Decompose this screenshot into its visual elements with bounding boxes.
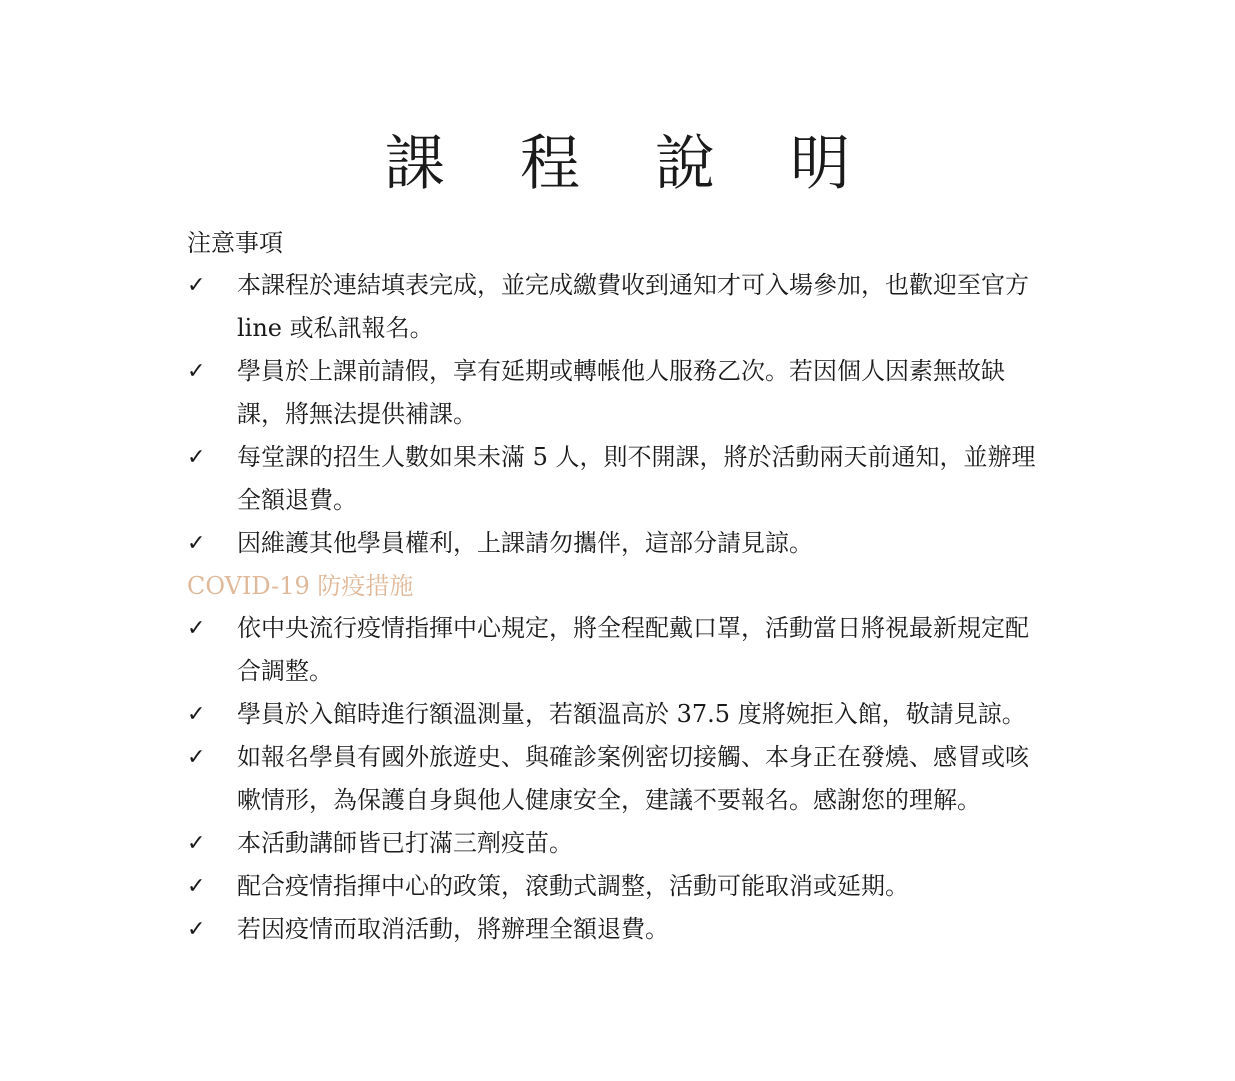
list-item-text: 若因疫情而取消活動，將辦理全額退費。 <box>237 915 669 943</box>
list-item <box>187 607 1039 693</box>
list-item-text: 如報名學員有國外旅遊史、與確診案例密切接觸、本身正在發燒、感冒或咳嗽情形，為保護自身與他人健康安全，建議不要報名。感謝您的理解。 <box>237 743 1029 814</box>
check-icon: ✓ <box>187 702 206 727</box>
list-item-text: 依中央流行疫情指揮中心規定，將全程配戴口罩，活動當日將視最新規定配合調整。 <box>237 614 1029 685</box>
list-item <box>187 822 1039 865</box>
list-item <box>187 693 1039 736</box>
list-item <box>187 908 1039 951</box>
notice-list <box>187 264 1057 565</box>
list-item-text: 每堂課的招生人數如果未滿 5 人，則不開課，將於活動兩天前通知，並辦理全額退費。 <box>237 443 1036 514</box>
list-item <box>187 736 1039 822</box>
list-item <box>187 350 1039 436</box>
list-item <box>187 436 1039 522</box>
page-title: 課 程 說 明 <box>384 129 879 199</box>
covid-list <box>187 607 1057 951</box>
check-icon: ✓ <box>187 745 206 770</box>
check-icon: ✓ <box>187 616 206 641</box>
check-icon: ✓ <box>187 445 206 470</box>
list-item <box>187 264 1039 350</box>
check-icon: ✓ <box>187 273 206 298</box>
list-item-text: 配合疫情指揮中心的政策，滾動式調整，活動可能取消或延期。 <box>237 872 909 900</box>
check-icon: ✓ <box>187 359 206 384</box>
content-body <box>187 222 1057 951</box>
check-icon: ✓ <box>187 917 206 942</box>
list-item-text: 因維護其他學員權利，上課請勿攜伴，這部分請見諒。 <box>237 529 813 557</box>
notice-heading: 注意事項 <box>187 229 283 257</box>
list-item-text: 學員於上課前請假，享有延期或轉帳他人服務乙次。若因個人因素無故缺課，將無法提供補課。 <box>237 357 1005 428</box>
check-icon: ✓ <box>187 874 206 899</box>
list-item <box>187 522 1039 565</box>
list-item-text: 本活動講師皆已打滿三劑疫苗。 <box>237 829 573 857</box>
check-icon: ✓ <box>187 531 206 556</box>
list-item-text: 學員於入館時進行額溫測量，若額溫高於 37.5 度將婉拒入館，敬請見諒。 <box>237 700 1026 728</box>
check-icon: ✓ <box>187 831 206 856</box>
list-item <box>187 865 1039 908</box>
list-item-text: 本課程於連結填表完成，並完成繳費收到通知才可入場參加，也歡迎至官方 line 或私訊報名。 <box>237 271 1029 342</box>
covid-heading: COVID-19 防疫措施 <box>187 572 414 600</box>
